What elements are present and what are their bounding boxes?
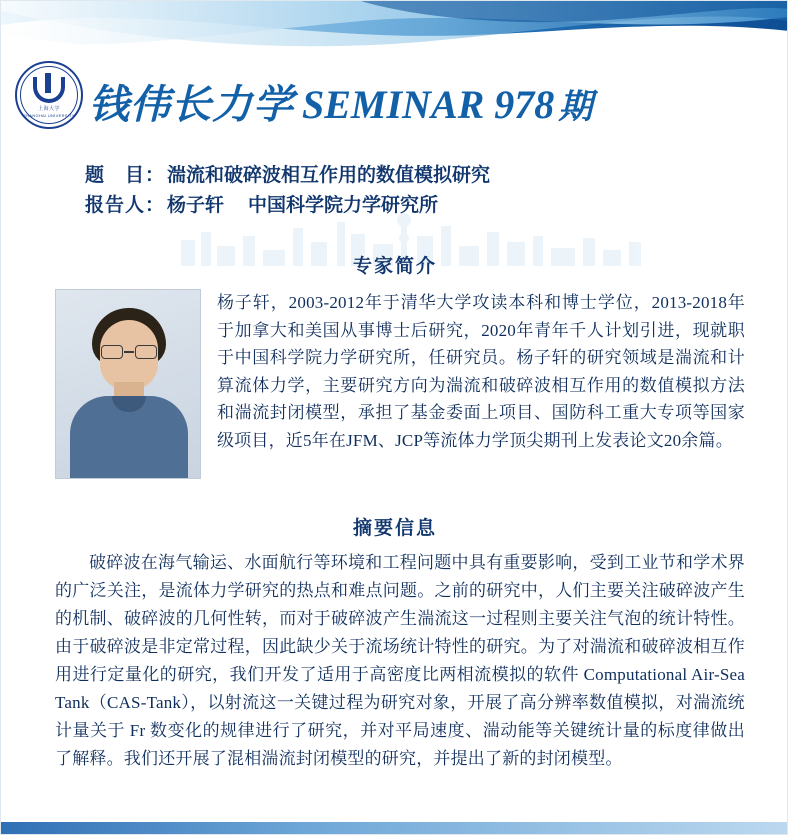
abstract-block <box>55 549 745 773</box>
title-chinese: 钱伟长力学 <box>89 82 294 127</box>
abstract-section-title: 摘要信息 <box>352 518 437 539</box>
university-logo-icon <box>15 61 87 133</box>
page-title <box>89 73 779 130</box>
topic-row <box>85 161 745 191</box>
title-english: SEMINAR 978 <box>302 82 555 127</box>
logo-en-text: SHANGHAI UNIVERSITY <box>23 113 75 118</box>
topic-label: 题 目： <box>85 165 166 186</box>
bio-text: 杨子轩，2003-2012年于清华大学攻读本科和博士学位，2013-2018年于加拿大和美国从事博士后研究，2020年青年千人计划引进，现就职于中国科学院力学研究所，任研究员。杨子轩的研究领域是湍流和计算流体力学，主要研究方向为湍流和破碎波相互作用的数值模拟方法和湍流封闭模型，承担了基金委面上项目、国防科工重大专项等国家级项目，近5年在JFM、JCP等流体力学顶尖期刊上发表论文20余篇。 <box>217 293 745 450</box>
poster-header <box>1 59 788 141</box>
speaker-name: 杨子轩 <box>167 195 225 216</box>
topic-value: 湍流和破碎波相互作用的数值模拟研究 <box>167 165 491 186</box>
top-banner-decoration <box>1 1 788 63</box>
title-suffix: 期 <box>558 89 593 126</box>
logo-cn-text: 上海大学 <box>37 106 60 112</box>
abstract-text: 破碎波在海气输运、水面航行等环境和工程问题中具有重要影响，受到工业节和学术界的广泛关注，是流体力学研究的热点和难点问题。之前的研究中，人们主要关注破碎波产生的机制、破碎波的几何性转，而对于破碎波产生湍流这一过程则主要关注气泡的统计特性。由于破碎波是非定常过程，因此缺少关于流场统计特性的研究。为了对湍流和破碎波相互作用进行定量化的研究，我们开发了适用于高密度比两相流模拟的软件 Computational Air-Sea Tank（CAS-Tank），以射流这一关键过程为研究对象，开展了高分辨率数值模拟，对湍流统计量关于 Fr 数变化的规律进行了研究，并对平局速度、湍动能等关键统计量的标度律做出了解释。我们还开展了混相湍流封闭模型的研究，并提出了新的封闭模型。 <box>55 553 745 768</box>
speaker-label: 报告人： <box>85 195 166 216</box>
bio-block <box>55 289 745 489</box>
bottom-decoration-strip <box>1 822 788 834</box>
speaker-portrait-image <box>55 289 201 479</box>
speaker-affiliation: 中国科学院力学研究所 <box>248 195 439 216</box>
bio-section-title: 专家简介 <box>352 256 437 277</box>
